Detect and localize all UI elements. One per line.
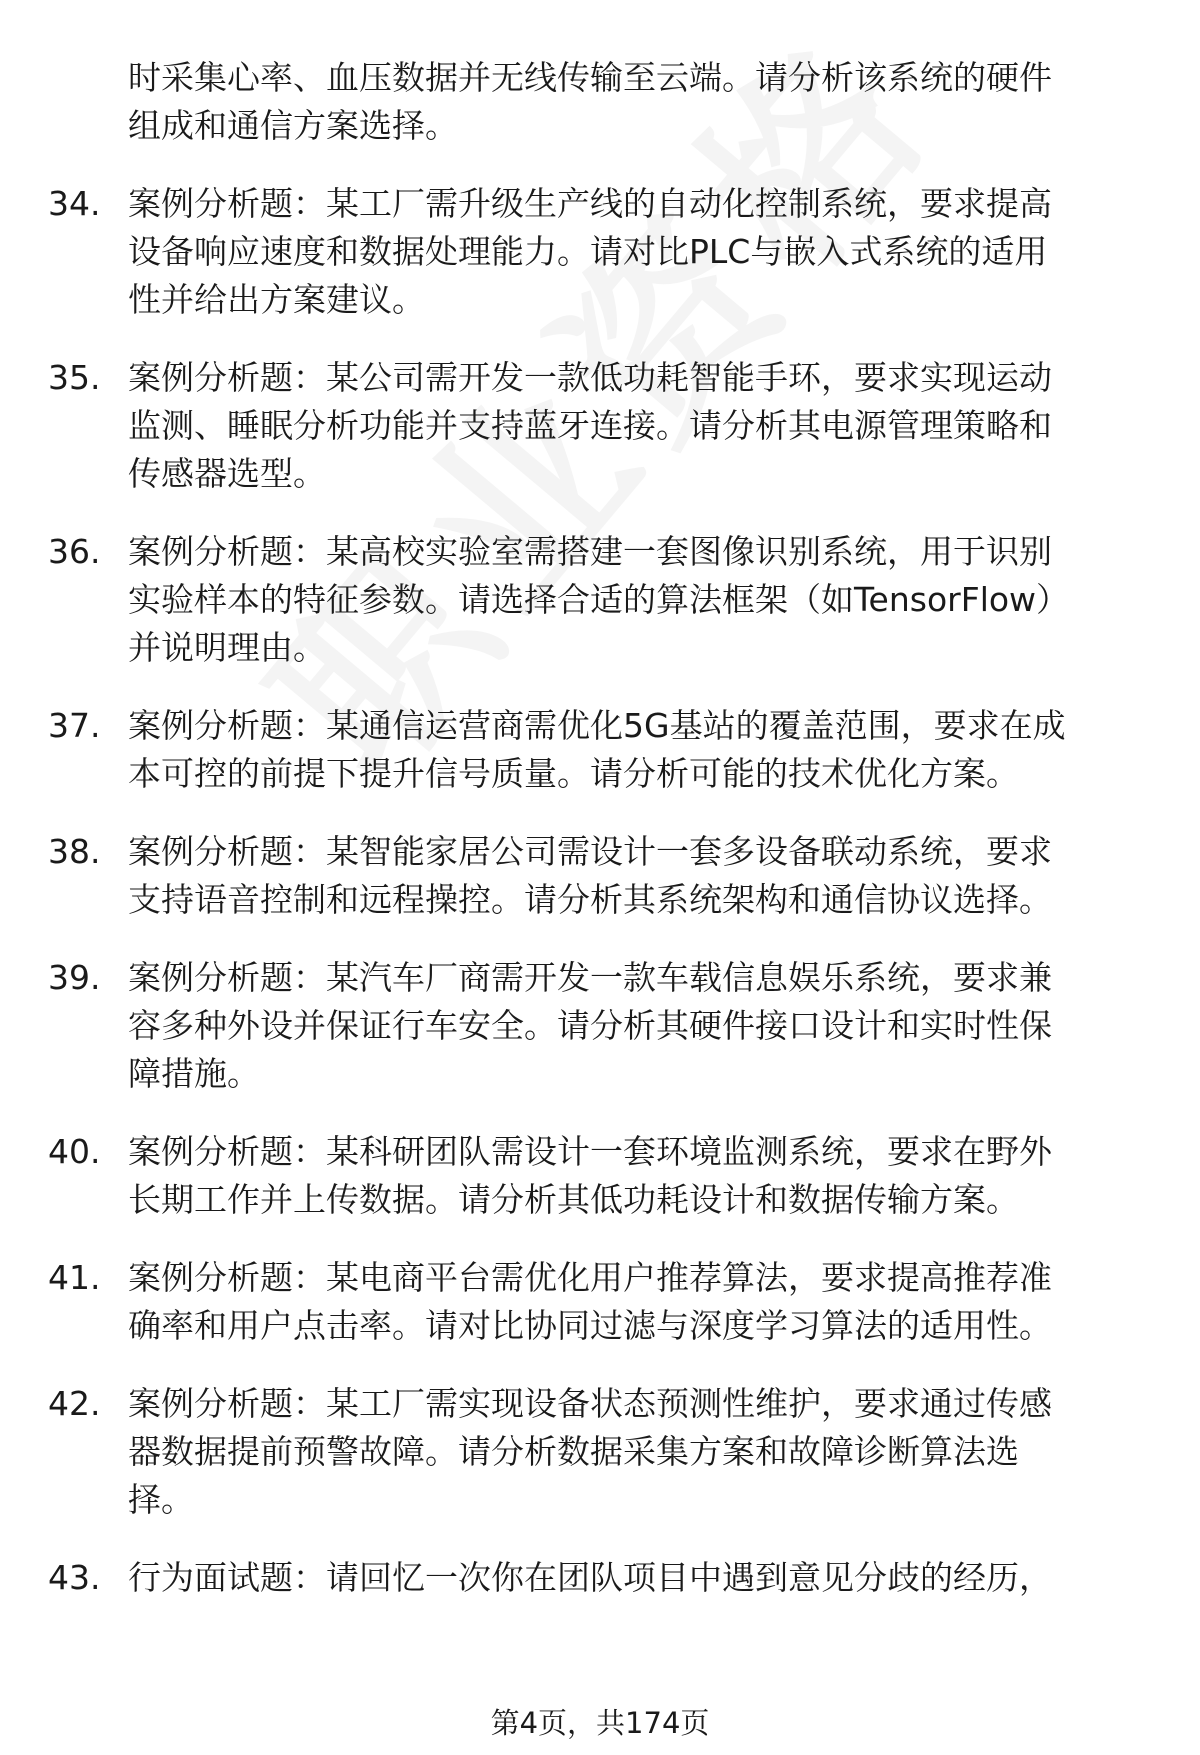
question-item-37 (48, 702, 1148, 798)
question-number: 39. (48, 958, 101, 997)
question-item-38 (48, 828, 1148, 924)
question-number: 40. (48, 1132, 101, 1171)
question-line: 传感器选型。 (128, 454, 326, 493)
question-line: 案例分析题：某通信运营商需优化5G基站的覆盖范围，要求在成 (128, 706, 1066, 745)
question-line: 设备响应速度和数据处理能力。请对比PLC与嵌入式系统的适用 (128, 232, 1048, 271)
question-line: 支持语音控制和远程操控。请分析其系统架构和通信协议选择。 (128, 880, 1052, 919)
question-text (128, 354, 1148, 498)
question-line: 容多种外设并保证行车安全。请分析其硬件接口设计和实时性保 (128, 1006, 1052, 1045)
question-line: 本可控的前提下提升信号质量。请分析可能的技术优化方案。 (128, 754, 1019, 793)
question-item-43 (48, 1554, 1148, 1602)
question-line: 确率和用户点击率。请对比协同过滤与深度学习算法的适用性。 (128, 1306, 1052, 1345)
question-number: 37. (48, 706, 101, 745)
question-line: 案例分析题：某工厂需升级生产线的自动化控制系统，要求提高 (128, 184, 1052, 223)
question-number: 42. (48, 1384, 101, 1423)
question-text (128, 1254, 1148, 1350)
question-line: 案例分析题：某科研团队需设计一套环境监测系统，要求在野外 (128, 1132, 1052, 1171)
question-number: 34. (48, 184, 101, 223)
continuation-line: 组成和通信方案选择。 (128, 106, 458, 145)
question-item-42 (48, 1380, 1148, 1524)
question-item-36 (48, 528, 1148, 672)
question-line: 案例分析题：某工厂需实现设备状态预测性维护，要求通过传感 (128, 1384, 1052, 1423)
question-text (128, 702, 1148, 798)
question-text (128, 180, 1148, 324)
question-number: 38. (48, 832, 101, 871)
question-line: 案例分析题：某智能家居公司需设计一套多设备联动系统，要求 (128, 832, 1052, 871)
question-line: 行为面试题：请回忆一次你在团队项目中遇到意见分歧的经历， (128, 1558, 1052, 1597)
question-line: 障措施。 (128, 1054, 260, 1093)
question-line: 案例分析题：某电商平台需优化用户推荐算法，要求提高推荐准 (128, 1258, 1052, 1297)
continuation-line: 时采集心率、血压数据并无线传输至云端。请分析该系统的硬件 (128, 58, 1052, 97)
question-line: 案例分析题：某汽车厂商需开发一款车载信息娱乐系统，要求兼 (128, 958, 1052, 997)
question-number: 43. (48, 1558, 101, 1597)
question-number: 41. (48, 1258, 101, 1297)
question-text (128, 1128, 1148, 1224)
question-text (128, 828, 1148, 924)
question-line: 监测、睡眠分析功能并支持蓝牙连接。请分析其电源管理策略和 (128, 406, 1052, 445)
question-item-34 (48, 180, 1148, 324)
question-list (48, 54, 1148, 1602)
question-line: 性并给出方案建议。 (128, 280, 425, 319)
question-item-41 (48, 1254, 1148, 1350)
question-line: 长期工作并上传数据。请分析其低功耗设计和数据传输方案。 (128, 1180, 1019, 1219)
question-text (128, 1554, 1148, 1602)
question-line: 器数据提前预警故障。请分析数据采集方案和故障诊断算法选 (128, 1432, 1019, 1471)
question-text (128, 528, 1148, 672)
question-number: 36. (48, 532, 101, 571)
question-item-39 (48, 954, 1148, 1098)
question-line: 案例分析题：某公司需开发一款低功耗智能手环，要求实现运动 (128, 358, 1052, 397)
question-text (128, 1380, 1148, 1524)
question-number: 35. (48, 358, 101, 397)
question-item-40 (48, 1128, 1148, 1224)
question-line: 案例分析题：某高校实验室需搭建一套图像识别系统，用于识别 (128, 532, 1052, 571)
page-footer: 第4页，共174页 (490, 1706, 710, 1740)
question-item-35 (48, 354, 1148, 498)
question-line: 并说明理由。 (128, 628, 326, 667)
question-text (128, 954, 1148, 1098)
question-line: 择。 (128, 1480, 194, 1519)
question-line: 实验样本的特征参数。请选择合适的算法框架（如TensorFlow） (128, 580, 1070, 619)
